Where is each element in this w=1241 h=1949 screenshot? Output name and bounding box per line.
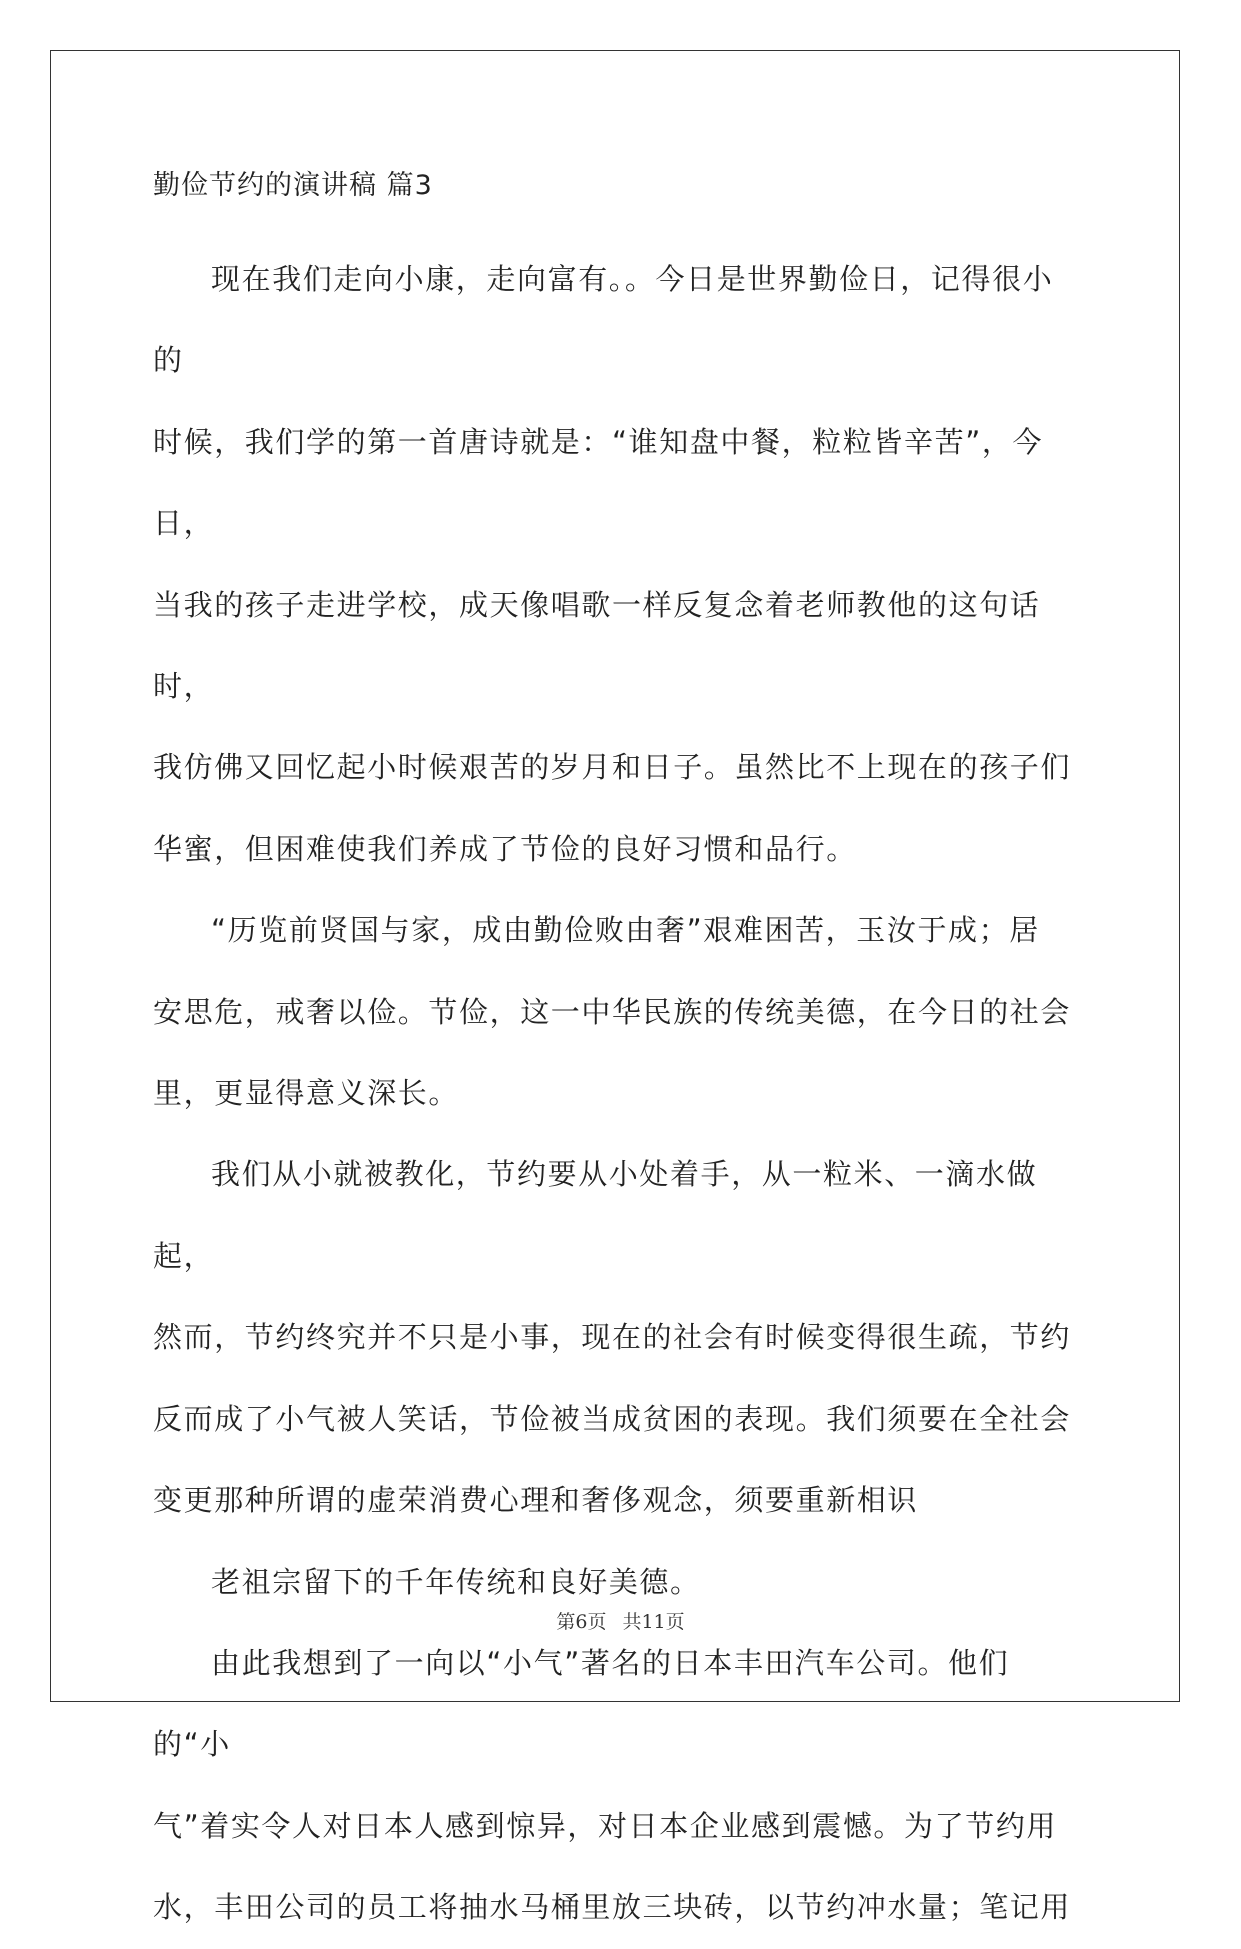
text-line: 当我的孩子走进学校，成天像唱歌一样反复念着老师教他的这句话时， xyxy=(153,587,1041,704)
text-line: 时候，我们学的第一首唐诗就是：“谁知盘中餐，粒粒皆辛苦”，今日， xyxy=(153,424,1044,541)
text-line: 里，更显得意义深长。 xyxy=(153,1076,460,1111)
text-line: 由此我想到了一向以“小气”著名的日本丰田汽车公司。他们的“小 xyxy=(153,1645,1010,1762)
text-line: 水，丰田公司的员工将抽水马桶里放三块砖，以节约冲水量；笔记用 xyxy=(153,1890,1072,1925)
text-line: 我仿佛又回忆起小时候艰苦的岁月和日子。虽然比不上现在的孩子们 xyxy=(153,750,1072,785)
document-title: 勤俭节约的演讲稿 篇3 xyxy=(153,170,433,201)
body-text xyxy=(153,239,1083,1949)
text-line: 反而成了小气被人笑话，节俭被当成贫困的表现。我们须要在全社会 xyxy=(153,1401,1072,1436)
total-pages: 共11页 xyxy=(622,1611,685,1633)
text-line: 现在我们走向小康，走向富有。。今日是世界勤俭日，记得很小的 xyxy=(153,262,1054,378)
text-line: 安思危，戒奢以俭。节俭，这一中华民族的传统美德，在今日的社会 xyxy=(153,994,1072,1029)
text-line: 我们从小就被教化，节约要从小处着手，从一粒米、一滴水做起， xyxy=(153,1157,1038,1273)
text-line: “历览前贤国与家，成由勤俭败由奢”艰难困苦，玉汝于成；居 xyxy=(211,913,1040,948)
text-line: 老祖宗留下的千年传统和良好美德。 xyxy=(211,1564,701,1599)
paragraph-5 xyxy=(153,1623,1083,1949)
page-number: 第6页 xyxy=(556,1611,607,1633)
text-line: 然而，节约终究并不只是小事，现在的社会有时候变得很生疏，节约 xyxy=(153,1320,1072,1355)
document-body xyxy=(153,166,1083,1949)
paragraph-2 xyxy=(153,890,1083,1134)
page-footer xyxy=(0,1610,1241,1634)
paragraph-1 xyxy=(153,239,1083,890)
text-line: 气”着实令人对日本人感到惊异，对日本企业感到震憾。为了节约用 xyxy=(153,1808,1058,1843)
text-line: 变更那种所谓的虚荣消费心理和奢侈观念，须要重新相识 xyxy=(153,1483,919,1518)
text-line: 华蜜，但困难使我们养成了节俭的良好习惯和品行。 xyxy=(153,831,857,866)
paragraph-3 xyxy=(153,1134,1083,1541)
